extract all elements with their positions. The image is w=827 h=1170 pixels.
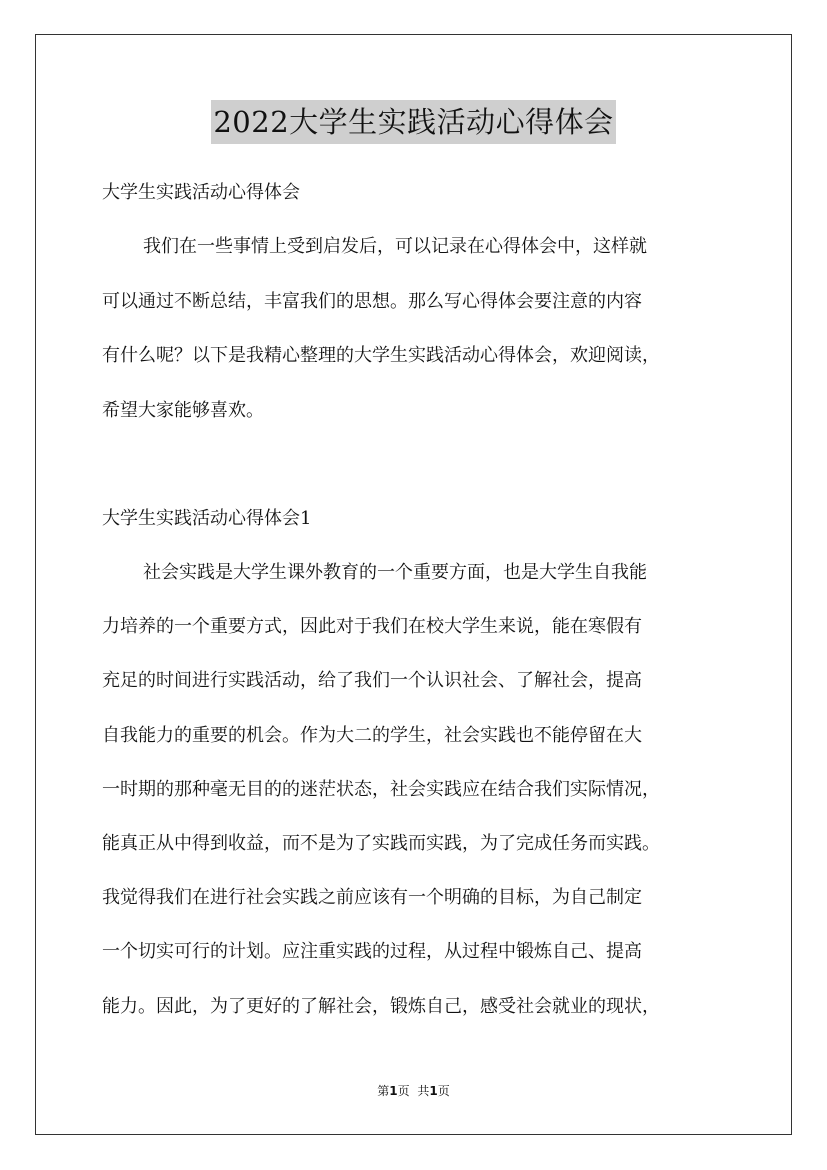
body-line: 一时期的那种毫无目的的迷茫状态，社会实践应在结合我们实际情况， xyxy=(102,778,660,800)
body-line: 一个切实可行的计划。应注重实践的过程，从过程中锻炼自己、提高 xyxy=(102,941,642,963)
page-number: 1 xyxy=(389,1084,398,1098)
total-label-prefix: 共 xyxy=(417,1084,430,1098)
page-footer xyxy=(0,1082,827,1100)
intro-line: 有什么呢？以下是我精心整理的大学生实践活动心得体会，欢迎阅读， xyxy=(102,345,660,366)
document-subtitle: 大学生实践活动心得体会 xyxy=(102,182,300,203)
section-heading: 大学生实践活动心得体会1 xyxy=(102,508,312,529)
page-label-prefix: 第 xyxy=(377,1084,390,1098)
intro-line: 我们在一些事情上受到启发后，可以记录在心得体会中，这样就 xyxy=(143,236,647,257)
page-label-suffix: 页 xyxy=(397,1084,410,1098)
body-line: 自我能力的重要的机会。作为大二的学生，社会实践也不能停留在大 xyxy=(102,724,642,746)
body-line: 能真正从中得到收益，而不是为了实践而实践，为了完成任务而实践。 xyxy=(102,832,660,854)
body-line: 力培养的一个重要方式，因此对于我们在校大学生来说，能在寒假有 xyxy=(102,616,642,638)
title-container xyxy=(0,100,827,144)
intro-line: 可以通过不断总结，丰富我们的思想。那么写心得体会要注意的内容 xyxy=(102,290,642,312)
body-line: 充足的时间进行实践活动，给了我们一个认识社会、了解社会，提高 xyxy=(102,670,642,692)
total-label-suffix: 页 xyxy=(437,1084,450,1098)
body-line: 我觉得我们在进行社会实践之前应该有一个明确的目标，为自己制定 xyxy=(102,887,642,909)
intro-paragraph xyxy=(102,234,732,452)
intro-line: 希望大家能够喜欢。 xyxy=(102,399,264,421)
body-line: 社会实践是大学生课外教育的一个重要方面，也是大学生自我能 xyxy=(143,562,647,583)
document-title: 2022大学生实践活动心得体会 xyxy=(211,100,615,144)
total-pages: 1 xyxy=(429,1084,438,1098)
body-line: 能力。因此，为了更好的了解社会，锻炼自己，感受社会就业的现状， xyxy=(102,995,660,1017)
body-paragraph xyxy=(102,560,732,1048)
